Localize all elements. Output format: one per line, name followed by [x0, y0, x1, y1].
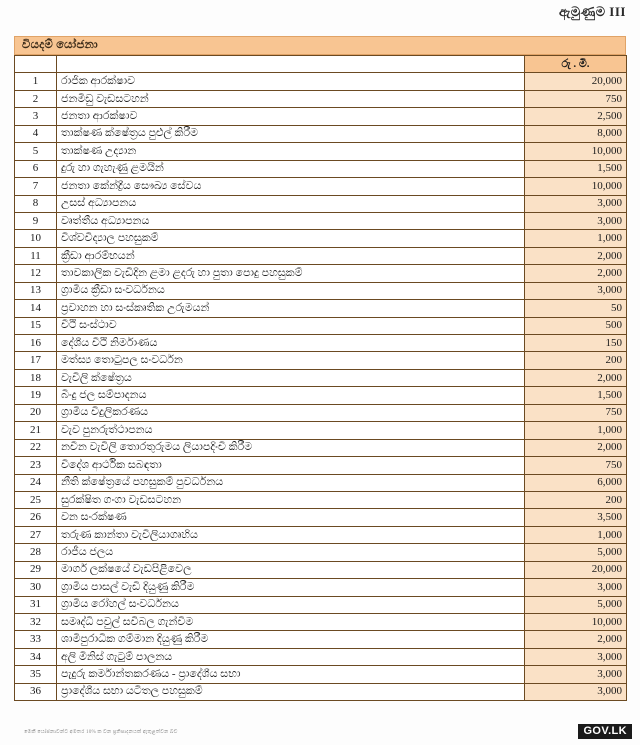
row-description: ජනතා ආරක්ෂාව: [57, 108, 525, 125]
budget-table: [14, 55, 627, 701]
row-description: තාවකාලික වැඩිදින ළමා ළදරු හා පුතා පොදු පහසුකම්: [57, 265, 525, 282]
row-number: 35: [15, 666, 57, 683]
row-value: 3,000: [525, 666, 627, 683]
row-description: මාර්ග ලක්ෂයේ වැඩපිළිවෙල: [57, 561, 525, 578]
row-value: 1,000: [525, 526, 627, 543]
table-row: [15, 631, 627, 648]
table-row: [15, 666, 627, 683]
row-number: 14: [15, 300, 57, 317]
table-row: [15, 439, 627, 456]
table-row: [15, 474, 627, 491]
row-number: 34: [15, 648, 57, 665]
row-value: 2,000: [525, 265, 627, 282]
row-value: 3,000: [525, 683, 627, 700]
row-number: 21: [15, 422, 57, 439]
row-number: 20: [15, 404, 57, 421]
row-description: වැවිලි ක්ෂේත්‍රය: [57, 369, 525, 386]
table-row: [15, 683, 627, 700]
row-description: දුරු හා ගැහැණු ළමයින්: [57, 160, 525, 177]
row-number: 12: [15, 265, 57, 282]
table-row: [15, 369, 627, 386]
row-description: නවීන වැවිලි තොරතුරුමය ලියාපදිංචි කිරීම: [57, 439, 525, 456]
row-number: 13: [15, 282, 57, 299]
row-description: විදේශ ආර්ථික සබඳතා: [57, 457, 525, 474]
row-description: ශාමිපුරාධික ගම්මාන දියුණු කිරීම: [57, 631, 525, 648]
row-value: 3,000: [525, 195, 627, 212]
row-value: 20,000: [525, 73, 627, 90]
row-number: 2: [15, 90, 57, 107]
table-row: [15, 491, 627, 508]
table-row: [15, 108, 627, 125]
table-row: [15, 230, 627, 247]
row-number: 4: [15, 125, 57, 142]
footer-note: මෙකී යෝජනාවන්ට අමතර 10% ක වන ප්‍රතිපාදනයක් ඇතුළත්වන බව: [24, 729, 178, 735]
annexure-heading: ඇමුණුම III: [558, 4, 626, 19]
row-number: 24: [15, 474, 57, 491]
row-description: ජනමීඩු වැඩසටහන්: [57, 90, 525, 107]
row-value: 2,500: [525, 108, 627, 125]
row-description: විශ්වවිද්‍යාල පහසුකම්: [57, 230, 525, 247]
row-number: 27: [15, 526, 57, 543]
row-number: 32: [15, 614, 57, 631]
row-value: 2,000: [525, 369, 627, 386]
row-description: උසස් අධ්‍යාපනය: [57, 195, 525, 212]
row-number: 18: [15, 369, 57, 386]
row-description: ග්‍රාමීය පාසල් වැඩි දියුණු කිරීම: [57, 579, 525, 596]
table-title: වියදම් යෝජනා: [22, 39, 98, 51]
table-row: [15, 178, 627, 195]
row-value: 50: [525, 300, 627, 317]
row-description: ප්‍රාදේශීය සභා යටිතල පහසුකම්: [57, 683, 525, 700]
table-row: [15, 648, 627, 665]
row-number: 3: [15, 108, 57, 125]
row-description: බිංදු ජල සම්පාදනය: [57, 387, 525, 404]
row-value: 750: [525, 404, 627, 421]
table-row: [15, 125, 627, 142]
table-row: [15, 457, 627, 474]
row-value: 5,000: [525, 544, 627, 561]
row-value: 1,500: [525, 387, 627, 404]
row-value: 3,000: [525, 648, 627, 665]
row-value: 200: [525, 491, 627, 508]
row-description: ක්‍රීඩා ආරම්භයන්: [57, 247, 525, 264]
row-description: පැදුරු කර්මාන්තකරණය - ප්‍රාදේශීය සභා: [57, 666, 525, 683]
row-value: 150: [525, 335, 627, 352]
row-number: 19: [15, 387, 57, 404]
table-title-bar: [14, 36, 626, 55]
row-value: 1,000: [525, 422, 627, 439]
row-value: 8,000: [525, 125, 627, 142]
row-value: 3,000: [525, 212, 627, 229]
row-value: 200: [525, 352, 627, 369]
table-header-row: [15, 56, 627, 73]
row-number: 23: [15, 457, 57, 474]
table-row: [15, 90, 627, 107]
row-description: තාක්ෂණ ක්ෂේත්‍රය පුළුල් කිරීම: [57, 125, 525, 142]
row-value: 5,000: [525, 596, 627, 613]
row-description: ප්‍රවාහන හා සංස්කෘතික උරුමයන්: [57, 300, 525, 317]
row-value: 3,000: [525, 282, 627, 299]
table-row: [15, 387, 627, 404]
row-description: ජනතා කේන්ද්‍රීය සෞඛ්‍ය සේවය: [57, 178, 525, 195]
row-description: සමෘද්ධි පවුල් සවිබල ගැන්වීම: [57, 614, 525, 631]
row-number: 5: [15, 143, 57, 160]
table-row: [15, 73, 627, 90]
row-description: රාජීය ජලය: [57, 544, 525, 561]
row-number: 1: [15, 73, 57, 90]
row-description: රාජික ආරක්ෂාව: [57, 73, 525, 90]
row-description: ග්‍රාමීය රෝහල් සංවර්ධනය: [57, 596, 525, 613]
table-row: [15, 195, 627, 212]
row-value: 2,000: [525, 631, 627, 648]
table-row: [15, 404, 627, 421]
row-value: 1,000: [525, 230, 627, 247]
table-row: [15, 160, 627, 177]
row-description: දේශීය වීථි නිර්මාණය: [57, 335, 525, 352]
budget-table-wrapper: [14, 55, 626, 701]
row-value: 10,000: [525, 178, 627, 195]
table-row: [15, 509, 627, 526]
row-number: 16: [15, 335, 57, 352]
row-number: 10: [15, 230, 57, 247]
table-row: [15, 526, 627, 543]
row-number: 33: [15, 631, 57, 648]
row-value: 500: [525, 317, 627, 334]
row-number: 22: [15, 439, 57, 456]
row-description: නීති ක්ෂේත්‍රයේ පහසුකම් පුවර්ධනය: [57, 474, 525, 491]
row-description: වීථි සංස්ථාව: [57, 317, 525, 334]
table-row: [15, 317, 627, 334]
row-description: සුරක්ෂිත ගංගා වැඩසටහන: [57, 491, 525, 508]
row-number: 6: [15, 160, 57, 177]
table-row: [15, 422, 627, 439]
table-row: [15, 614, 627, 631]
govlk-watermark: GOV.LK: [578, 724, 632, 739]
row-number: 9: [15, 212, 57, 229]
table-row: [15, 352, 627, 369]
table-row: [15, 596, 627, 613]
row-value: 750: [525, 457, 627, 474]
row-value: 1,500: [525, 160, 627, 177]
row-value: 10,000: [525, 143, 627, 160]
row-number: 36: [15, 683, 57, 700]
table-row: [15, 247, 627, 264]
row-value: 20,000: [525, 561, 627, 578]
row-number: 28: [15, 544, 57, 561]
table-row: [15, 282, 627, 299]
row-value: 10,000: [525, 614, 627, 631]
row-number: 30: [15, 579, 57, 596]
table-header: [15, 56, 627, 73]
row-description: අලි මිනිස් ගැටුම් පාලනය: [57, 648, 525, 665]
table-row: [15, 265, 627, 282]
row-description: මත්ස්‍ය තොටුපල සංවර්ධන: [57, 352, 525, 369]
row-description: වන සංරක්ෂණ: [57, 509, 525, 526]
row-number: 7: [15, 178, 57, 195]
row-number: 8: [15, 195, 57, 212]
row-number: 17: [15, 352, 57, 369]
row-number: 25: [15, 491, 57, 508]
row-value: 2,000: [525, 247, 627, 264]
table-body: [15, 73, 627, 701]
row-value: 6,000: [525, 474, 627, 491]
table-row: [15, 544, 627, 561]
row-value: 750: [525, 90, 627, 107]
row-description: වෘත්තීය අධ්‍යාපනය: [57, 212, 525, 229]
row-description: තරුණ කාන්තා වැවිලියාගෘහිය: [57, 526, 525, 543]
row-description: ග්‍රාමීය ක්‍රීඩා සංවර්ධනය: [57, 282, 525, 299]
row-value: 3,500: [525, 509, 627, 526]
table-row: [15, 212, 627, 229]
table-row: [15, 561, 627, 578]
column-header-value: රු . මි.: [525, 56, 627, 73]
row-value: 3,000: [525, 579, 627, 596]
row-number: 31: [15, 596, 57, 613]
row-description: තාක්ෂණ උද්‍යාන: [57, 143, 525, 160]
row-number: 26: [15, 509, 57, 526]
table-row: [15, 143, 627, 160]
table-row: [15, 335, 627, 352]
row-number: 29: [15, 561, 57, 578]
row-description: වැව පුනරුත්ථාපනය: [57, 422, 525, 439]
row-description: ග්‍රාමීය විදුලිකරණය: [57, 404, 525, 421]
row-value: 2,000: [525, 439, 627, 456]
table-row: [15, 300, 627, 317]
row-number: 11: [15, 247, 57, 264]
table-row: [15, 579, 627, 596]
column-header-desc: [57, 56, 525, 73]
row-number: 15: [15, 317, 57, 334]
column-header-no: [15, 56, 57, 73]
